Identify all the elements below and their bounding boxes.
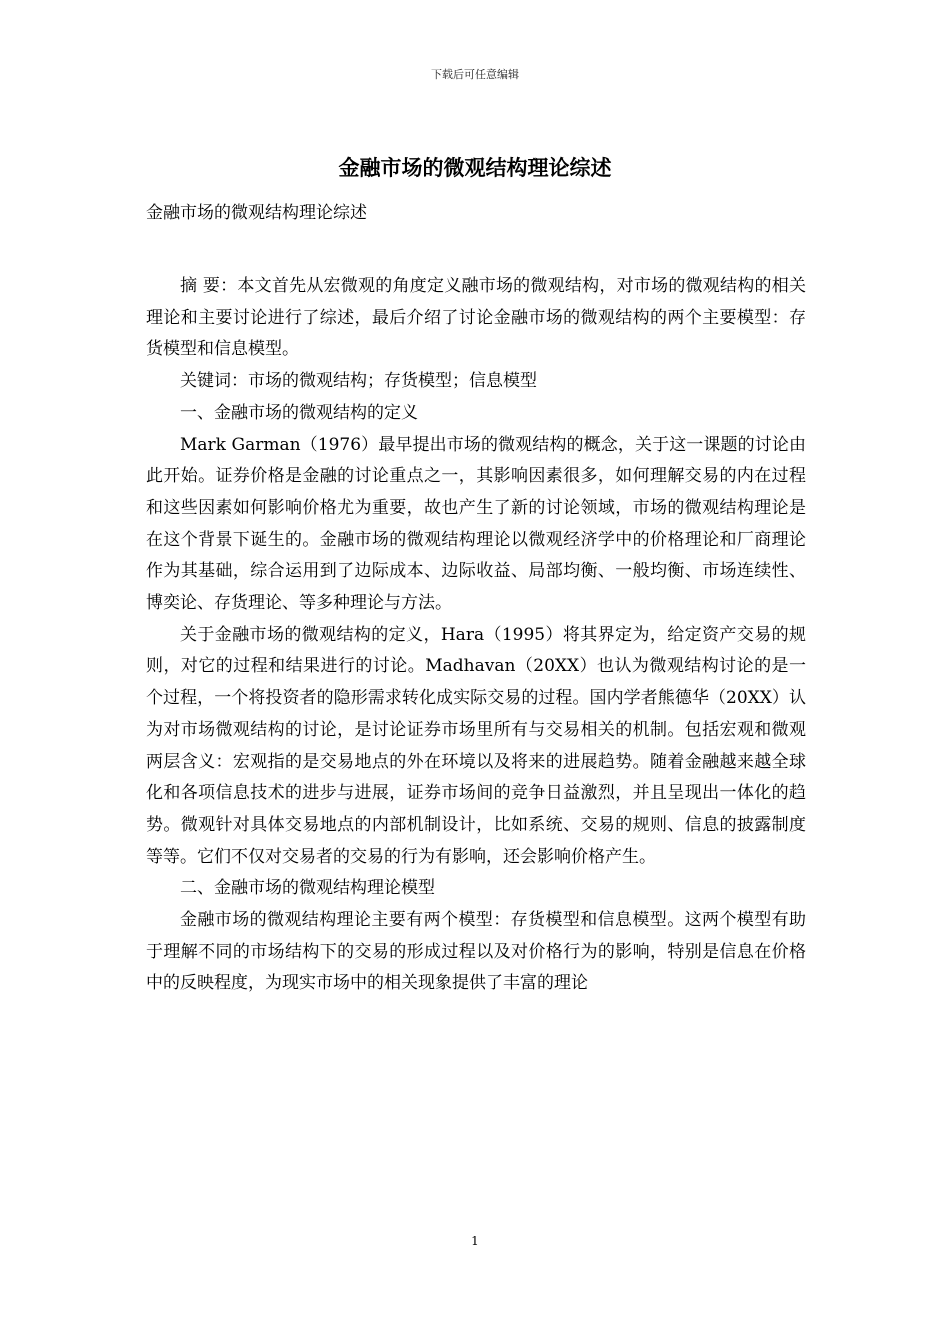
abstract-paragraph: 摘 要：本文首先从宏微观的角度定义融市场的微观结构，对市场的微观结构的相关理论和主要讨论进行了综述，最后介绍了讨论金融市场的微观结构的两个主要模型：存货模型和信息模型。: [146, 276, 806, 360]
keywords-paragraph: 关键词：市场的微观结构；存货模型；信息模型: [180, 371, 537, 392]
document-body: [146, 271, 806, 1000]
document-subtitle: 金融市场的微观结构理论综述: [146, 203, 367, 223]
body-paragraph: 关于金融市场的微观结构的定义，Hara（1995）将其界定为，给定资产交易的规则，对它的过程和结果进行的讨论。Madhavan（20XX）也认为微观结构讨论的是一个过程，一个将投资者的隐形需求转化成实际交易的过程。国内学者熊德华（20XX）认为对市场微观结构的讨论，是讨论证券市场里所有与交易相关的机制。包括宏观和微观两层含义：宏观指的是交易地点的外在环境以及将来的进展趋势。随着金融越来越全球化和各项信息技术的进步与进展，证券市场间的竞争日益激烈，并且呈现出一体化的趋势。微观针对具体交易地点的内部机制设计，比如系统、交易的规则、信息的披露制度等等。它们不仅对交易者的交易的行为有影响，还会影响价格产生。: [146, 624, 806, 867]
section-heading-2: 二、金融市场的微观结构理论模型: [180, 878, 435, 899]
section-heading-1: 一、金融市场的微观结构的定义: [180, 402, 418, 423]
document-title: 金融市场的微观结构理论综述: [338, 155, 612, 180]
page-number: 1: [471, 1234, 479, 1248]
header-note: 下载后可任意编辑: [431, 68, 519, 81]
body-paragraph: Mark Garman（1976）最早提出市场的微观结构的概念，关于这一课题的讨论由此开始。证券价格是金融的讨论重点之一，其影响因素很多，如何理解交易的内在过程和这些因素如何影响价格尤为重要，故也产生了新的讨论领域，市场的微观结构理论是在这个背景下诞生的。金融市场的微观结构理论以微观经济学中的价格理论和厂商理论作为其基础，综合运用到了边际成本、边际收益、局部均衡、一般均衡、市场连续性、博奕论、存货理论、等多种理论与方法。: [146, 434, 806, 614]
body-paragraph: 金融市场的微观结构理论主要有两个模型：存货模型和信息模型。这两个模型有助于理解不同的市场结构下的交易的形成过程以及对价格行为的影响，特别是信息在价格中的反映程度，为现实市场中的相关现象提供了丰富的理论: [146, 910, 806, 994]
